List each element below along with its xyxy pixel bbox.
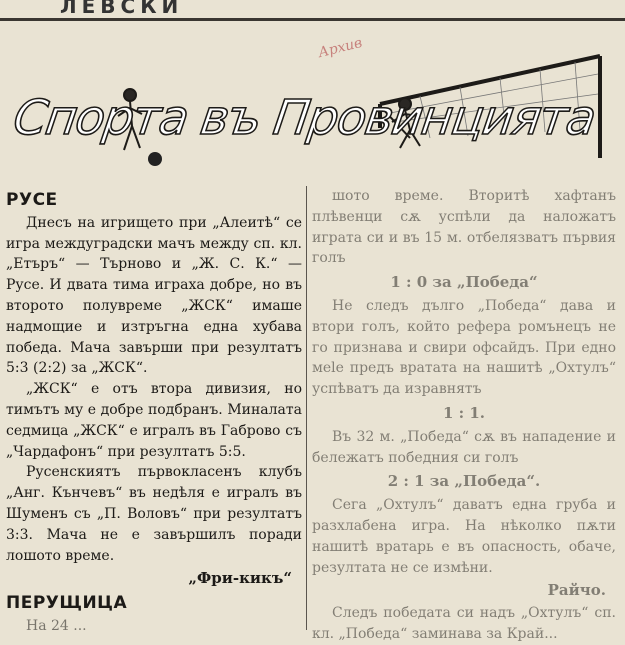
left-column xyxy=(6,186,302,630)
article-paragraph: Следъ победата си надъ „Охтулъ“ сп. кл. „Победа“ заминава за Край... xyxy=(312,605,616,642)
score-line: 1 : 1. xyxy=(442,403,486,422)
article-paragraph: Не следъ дълго „Победа“ дава и втори голъ, който рефера ромънецъ не го признава и свири офсайдъ. При едно мele предъ вратата на нашитѣ „Охтулъ“ успѣватъ да изравнятъ xyxy=(312,297,616,398)
article-paragraph: „ЖСК“ е отъ втора дивизия, но тимътъ му е добре подбранъ. Миналата седмица „ЖСК“ е игралъ въ Габрово съ „Чардафонъ“ при резултатъ 5:5. xyxy=(6,381,302,460)
right-column xyxy=(312,186,616,645)
author-signature: „Фри-кикъ“ xyxy=(188,569,292,588)
score-line: 2 : 1 за „Победа“. xyxy=(387,472,541,491)
article-paragraph: Сега „Охтулъ“ даватъ една груба и разхлабена игра. На нѣколко пѫти нашитѣ вратарь е въ опасность, обаче, резултата не се измѣни. xyxy=(312,497,616,576)
masthead: ЛЕВСКИ xyxy=(60,0,184,18)
archive-stamp: Архив xyxy=(316,34,364,62)
section-title-ruse: РУСЕ xyxy=(6,190,58,210)
author-signature: Райчо. xyxy=(547,581,606,600)
score-line: 1 : 0 за „Победа“ xyxy=(390,273,538,292)
ball-icon xyxy=(148,152,162,166)
article-paragraph: Въ 32 м. „Победа“ сѫ въ нападение и бележатъ победния си голъ xyxy=(312,428,616,466)
article-paragraph-cut: На 24 ... xyxy=(26,617,87,630)
column-divider xyxy=(306,186,307,630)
headline: Спорта въ Провинцията xyxy=(10,90,599,146)
article-paragraph: Русенскиятъ първокласенъ клубъ „Анг. Кънчевъ“ въ недѣля е игралъ въ Шуменъ съ „П. Воловъ“ при резултатъ 3:3. Мача не е завършилъ поради лошото време. xyxy=(6,464,302,564)
article-paragraph: шото време. Вторитѣ хафтанъ плѣвенци сѫ успѣли да наложатъ играта си и въ 15 м. отбелязватъ първия голъ xyxy=(312,188,616,267)
article-paragraph: Днесъ на игрището при „Алеитѣ“ се игра междуградски мачъ между сп. кл. „Етъръ“ — Търново и „Ж. С. К.“ — Русе. И двата тима играха добре, но въ второто полувреме „ЖСК“ имаше надмощие и изтръгна една хубава победа. Мача завърши при резултатъ 5:3 (2:2) за „ЖСК“. xyxy=(6,214,302,377)
section-title-perushtitsa: ПЕРУЩИЦА xyxy=(6,593,128,614)
